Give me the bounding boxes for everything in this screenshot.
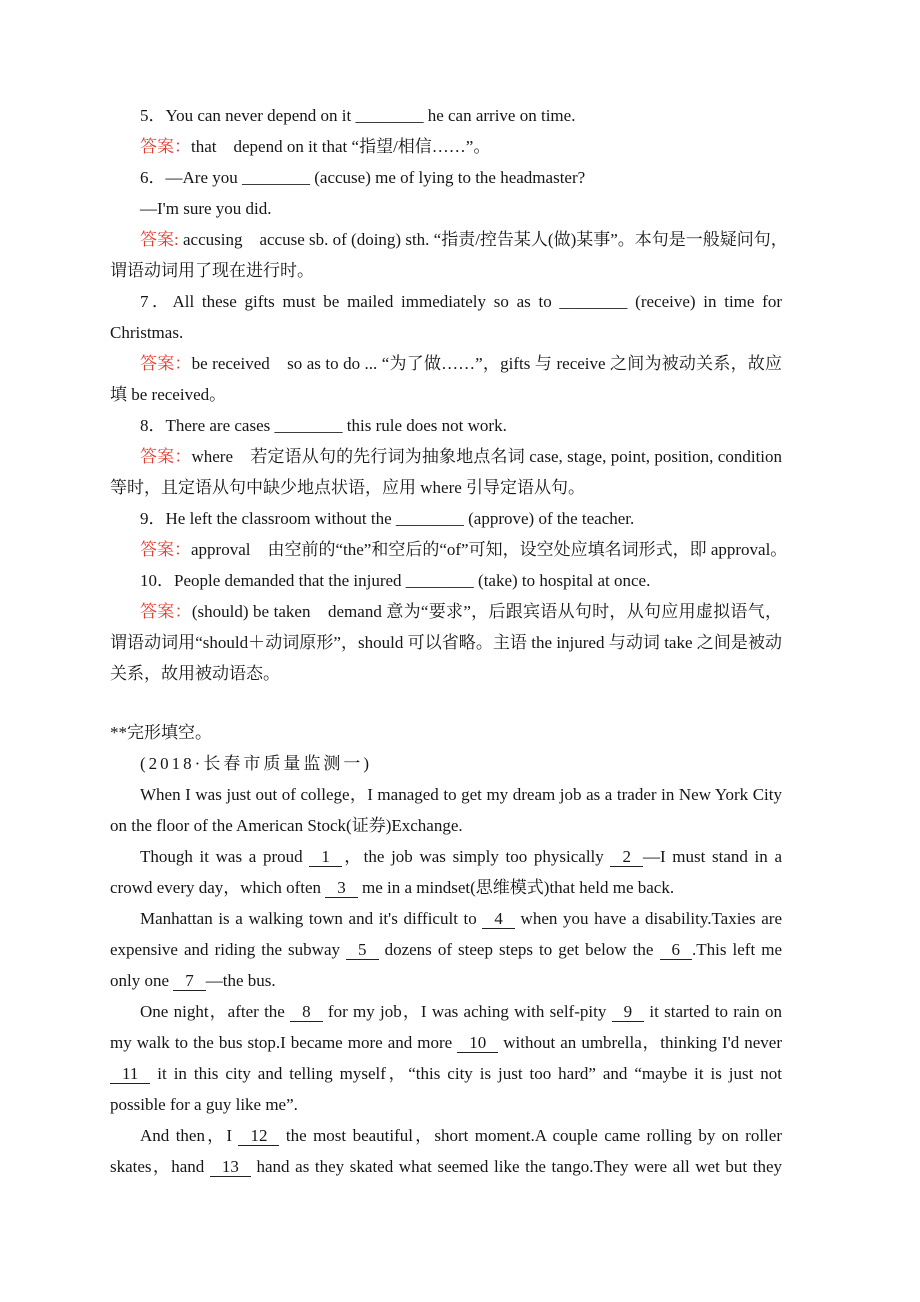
text-run: on the floor of the American Stock(证券)Exchange. (110, 816, 463, 835)
text-line (110, 441, 782, 472)
cloze-blank: 1 (309, 847, 342, 867)
cloze-blank: 5 (346, 940, 379, 960)
text-run: 填 be received。 (110, 385, 227, 404)
text-line (110, 162, 782, 193)
text-line (110, 1151, 782, 1182)
text-run: One night，after the (140, 1002, 291, 1021)
text-run: accusing accuse sb. of (doing) sth. “指责/控告某人(做)某事”。本句是一般疑问句， (178, 230, 788, 249)
text-line (110, 565, 782, 596)
text-run: When I was just out of college，I managed to get my dream job as a trader in New York City (140, 785, 782, 804)
text-run: approval 由空前的“the”和空后的“of”可知，设空处应填名词形式，即 approval。 (191, 540, 788, 559)
cloze-blank: 7 (173, 971, 206, 991)
text-line (110, 934, 782, 965)
text-line (110, 503, 782, 534)
text-run: the most beautiful，short moment.A couple came rolling by on roller (279, 1126, 782, 1145)
text-run: 6．—Are you ________ (accuse) me of lying to the headmaster? (140, 168, 586, 187)
text-run: crowd every day，which often (110, 878, 326, 897)
text-line (110, 1058, 782, 1089)
text-run: 7．All these gifts must be mailed immediately so as to ________ (receive) in time for (140, 292, 782, 311)
text-run: —the bus. (205, 971, 276, 990)
text-run: 谓语动词用了现在进行时。 (110, 261, 314, 280)
text-line (110, 1120, 782, 1151)
text-run: be received so as to do ... “为了做……”，gifts 与 receive 之间为被动关系，故应 (191, 354, 782, 373)
text-run: skates，hand (110, 1157, 210, 1176)
text-run: **完形填空。 (110, 723, 212, 742)
text-run: .This left me (692, 940, 782, 959)
cloze-blank: 4 (482, 909, 515, 929)
cloze-blank: 6 (660, 940, 693, 960)
cloze-blank: 3 (325, 878, 358, 898)
text-run: for my job，I was aching with self-pity (322, 1002, 612, 1021)
text-run: 等时，且定语从句中缺少地点状语，应用 where 引导定语从句。 (110, 478, 586, 497)
text-line (110, 903, 782, 934)
text-run: it started to rain on (644, 1002, 782, 1021)
text-run: 关系，故用被动语态。 (110, 664, 280, 683)
text-run: when you have a disability.Taxies are (514, 909, 782, 928)
text-run: that depend on it that “指望/相信……”。 (191, 137, 491, 156)
answer-label: 答案： (140, 137, 191, 156)
text-run: 5．You can never depend on it ________ he can arrive on time. (140, 106, 576, 125)
text-line (110, 193, 782, 224)
cloze-blank: 9 (612, 1002, 645, 1022)
text-line (110, 224, 788, 255)
text-line (110, 658, 782, 689)
text-run: hand as they skated what seemed like the tango.They were all wet but they (250, 1157, 783, 1176)
text-line (110, 131, 782, 162)
cloze-blank: 8 (290, 1002, 323, 1022)
text-line (110, 348, 782, 379)
text-run: 10．People demanded that the injured ________ (take) to hospital at once. (140, 571, 651, 590)
text-line (110, 627, 782, 658)
text-run: it in this city and telling myself，“this city is just too hard” and “maybe it is just not (150, 1064, 782, 1083)
answer-label: 答案: (140, 230, 179, 249)
text-run: 谓语动词用“should＋动词原形”，should 可以省略。主语 the injured 与动词 take 之间是被动 (110, 633, 782, 652)
text-line (110, 1027, 782, 1058)
blank-line (110, 689, 782, 717)
text-run: And then，I (140, 1126, 239, 1145)
answer-label: 答案： (140, 602, 192, 621)
text-run: —I'm sure you did. (140, 199, 272, 218)
cloze-blank: 13 (210, 1157, 251, 1177)
text-line (110, 100, 782, 131)
source-citation: (2018·长春市质量监测一) (140, 754, 372, 773)
text-line (110, 379, 782, 410)
text-line (110, 1089, 782, 1120)
text-line (110, 717, 782, 748)
text-line (110, 472, 782, 503)
text-line (110, 410, 782, 441)
text-line (110, 810, 782, 841)
text-line (110, 534, 788, 565)
text-run: 9．He left the classroom without the ________ (approve) of the teacher. (140, 509, 635, 528)
text-run: where 若定语从句的先行词为抽象地点名词 case, stage, point, position, condition (191, 447, 783, 466)
text-line (110, 965, 782, 996)
cloze-blank: 10 (457, 1033, 498, 1053)
text-run: dozens of steep steps to get below the (378, 940, 660, 959)
text-line (110, 748, 782, 779)
text-line (110, 841, 782, 872)
answer-label: 答案： (140, 354, 192, 373)
text-run: Manhattan is a walking town and it's difficult to (140, 909, 483, 928)
answer-label: 答案： (140, 540, 191, 559)
cloze-blank: 11 (110, 1064, 150, 1084)
cloze-blank: 12 (238, 1126, 279, 1146)
text-line (110, 596, 782, 627)
text-line (110, 255, 782, 286)
text-run: ，the job was simply too physically (341, 847, 611, 866)
text-run: me in a mindset(思维模式)that held me back. (357, 878, 675, 897)
text-run: expensive and riding the subway (110, 940, 347, 959)
text-run: —I must stand in a (642, 847, 782, 866)
answer-label: 答案： (140, 447, 192, 466)
cloze-blank: 2 (610, 847, 643, 867)
text-run: without an umbrella，thinking I'd never (498, 1033, 782, 1052)
text-line (110, 317, 782, 348)
text-line (110, 779, 782, 810)
text-run: Though it was a proud (140, 847, 310, 866)
document-body (110, 0, 788, 1182)
text-line (110, 286, 782, 317)
text-line (110, 872, 782, 903)
text-run: my walk to the bus stop.I became more and more (110, 1033, 458, 1052)
text-run: Christmas. (110, 323, 184, 342)
text-run: only one (110, 971, 174, 990)
text-run: (should) be taken demand 意为“要求”，后跟宾语从句时，从句应用虚拟语气， (191, 602, 782, 621)
text-run: possible for a guy like me”. (110, 1095, 298, 1114)
text-line (110, 996, 782, 1027)
text-run: 8．There are cases ________ this rule does not work. (140, 416, 507, 435)
